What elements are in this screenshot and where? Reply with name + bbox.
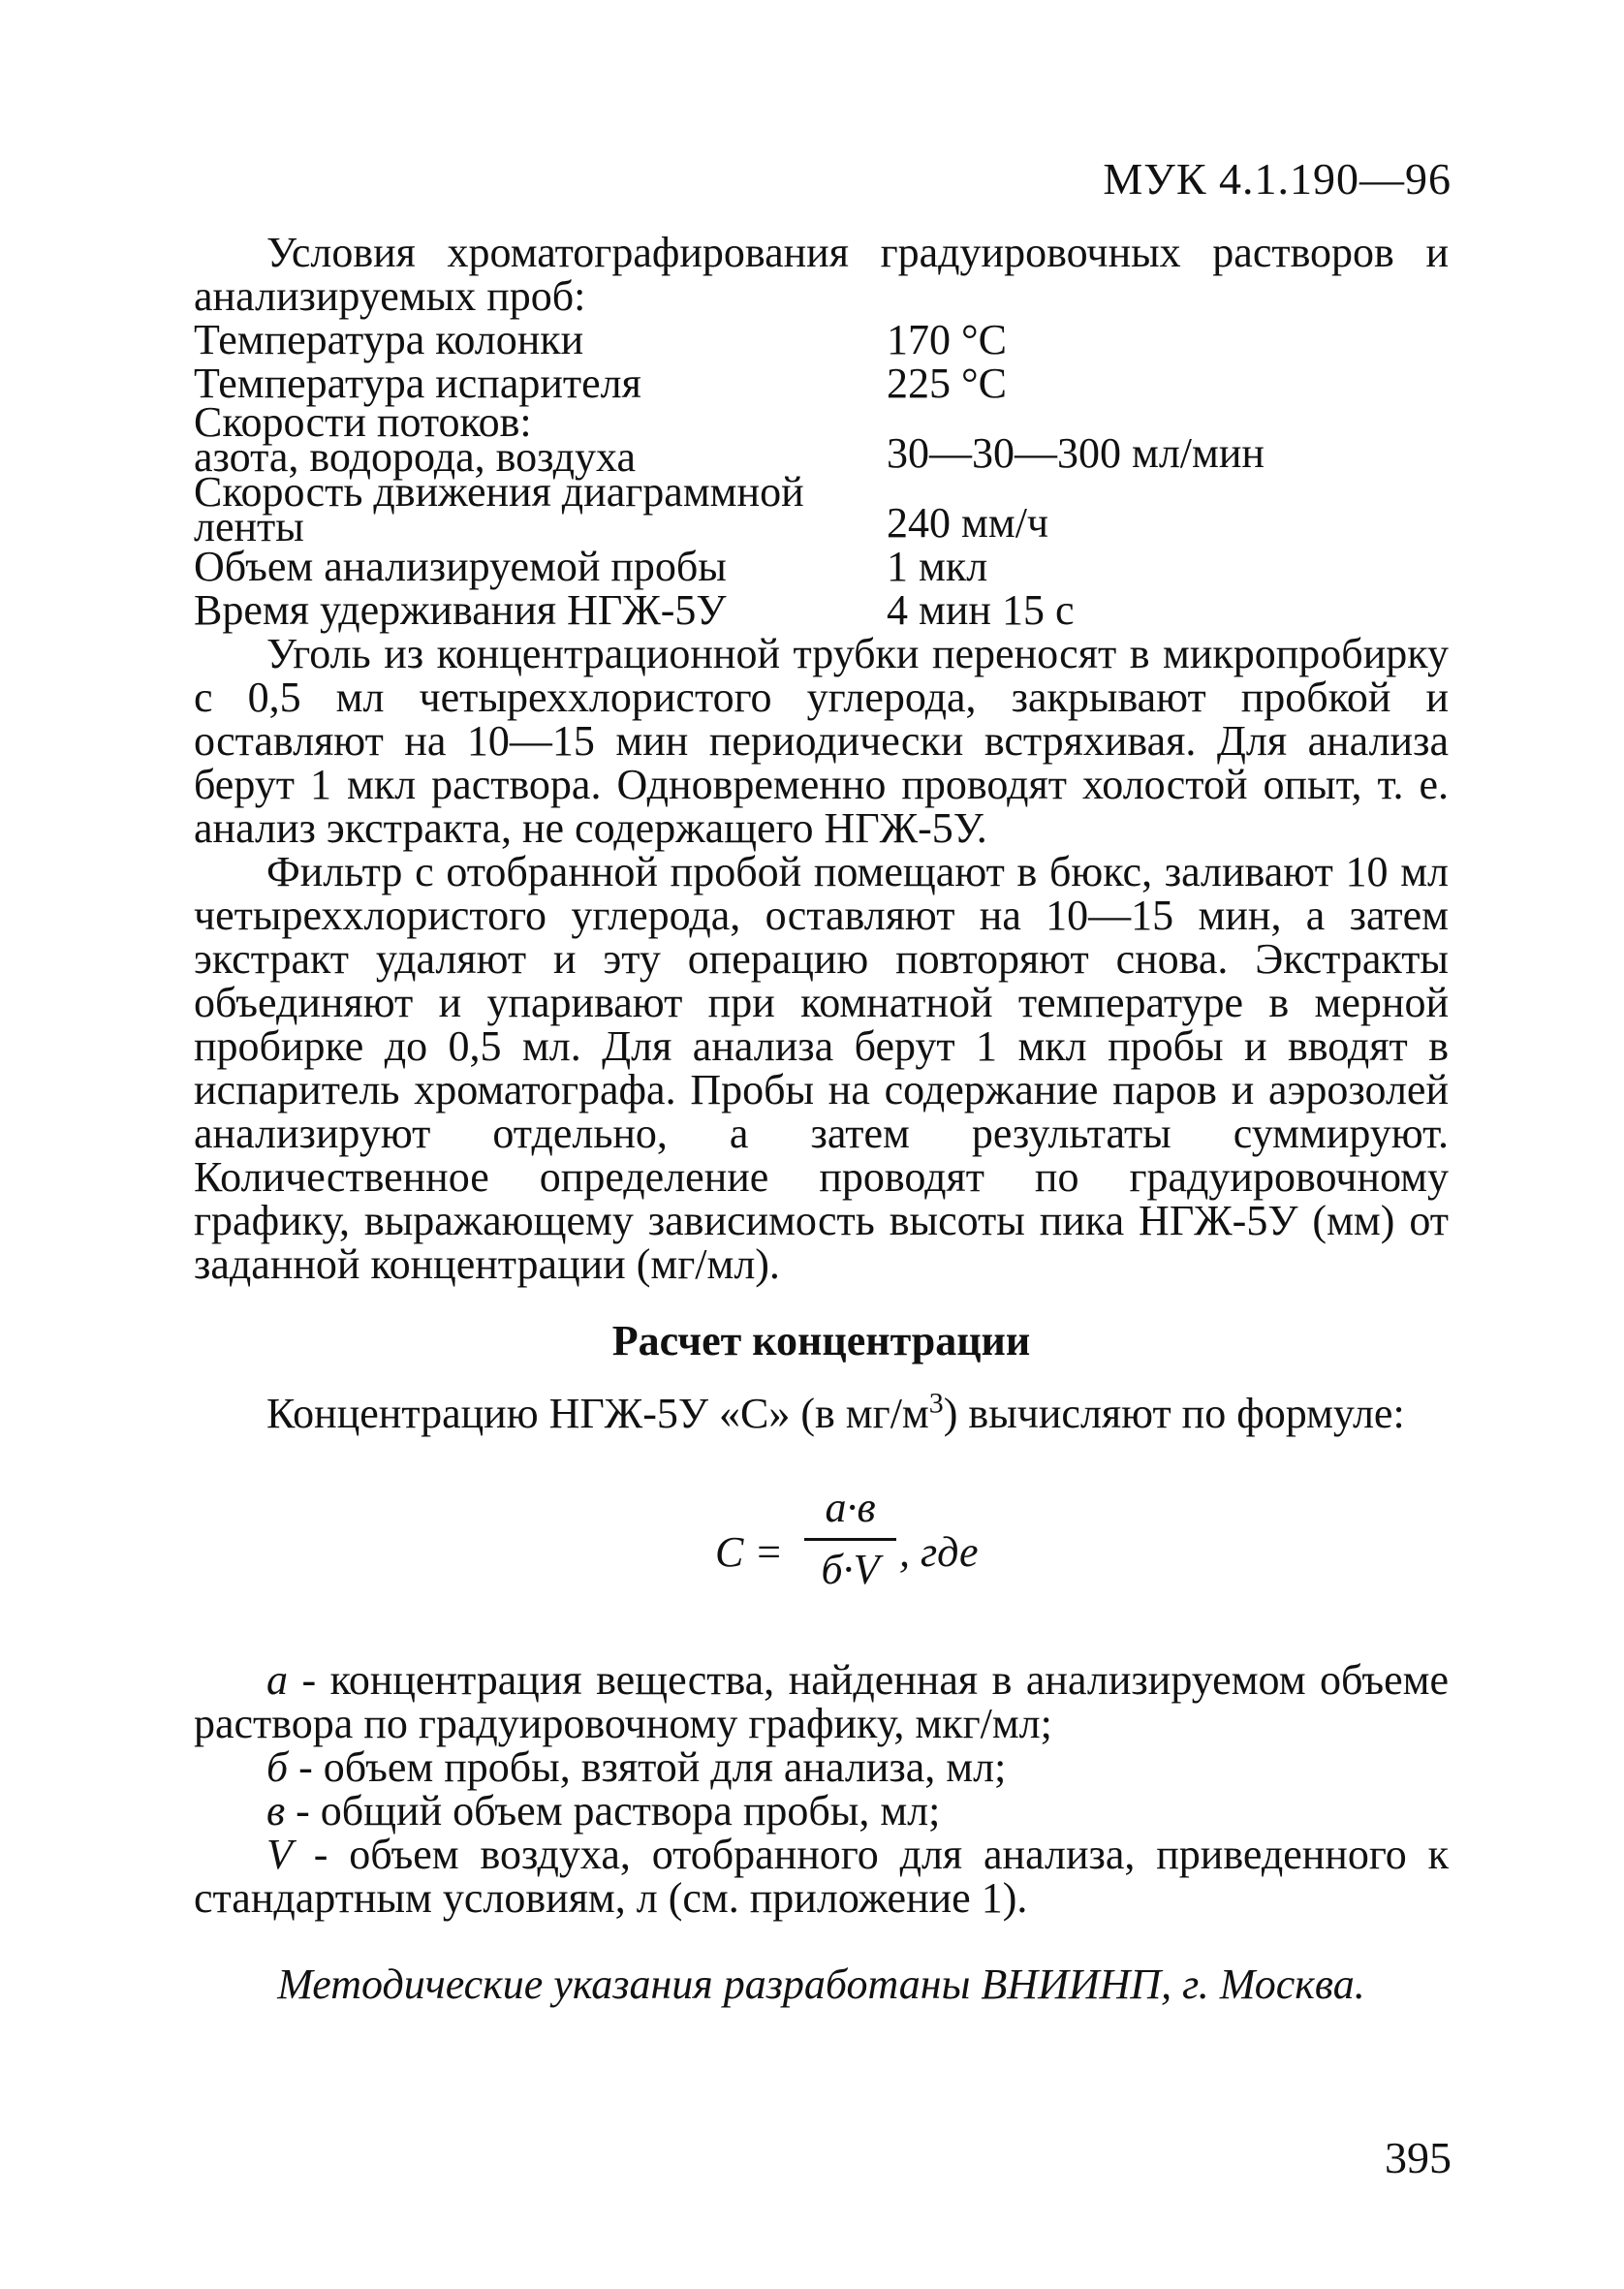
body-paragraph: Уголь из концентрационной трубки переносят в микропробирку с 0,5 мл четыреххлористого углерода, закрывают пробкой и оставляют на 10—15 мин периодически встряхивая. Для анализа берут 1 мкл раствора. Одновременно проводят холостой опыт, т. е. анализ экстракта, не содержащего НГЖ-5У. — [194, 630, 1449, 852]
param-value: 30—30—300 мл/мин — [887, 429, 1265, 477]
definition-text: - концентрация вещества, найденная в анализируемом объеме раствора по градуировочному графику, мкг/мл; — [194, 1656, 1449, 1747]
intro-paragraph: Условия хроматографирования градуировочных растворов и анализируемых проб: — [194, 229, 1449, 320]
param-name: Температура испарителя — [194, 360, 641, 407]
body-paragraph: Фильтр с отобранной пробой помещают в бюкс, заливают 10 мл четыреххлористого углерода, оставляют на 10—15 мин, а затем экстракт удаляют и эту операцию повторяют снова. Экстракты объединяют и упаривают при комнатной температуре в мерной пробирке до 0,5 мл. Для анализа берут 1 мкл пробы и вводят в испаритель хроматографа. Пробы на содержание паров и аэрозолей анализируют отдельно, а затем результаты суммируют. Количественное определение проводят по градуировочному графику, выражающему зависимость высоты пика НГЖ-5У (мм) от заданной концентрации (мг/мл). — [194, 848, 1449, 1288]
calc-intro-text: Концентрацию НГЖ-5У «С» (в мг/м — [266, 1390, 929, 1437]
param-name-line: ленты — [194, 503, 304, 550]
definition-item — [194, 1789, 1449, 1833]
definition-item — [194, 1745, 1449, 1789]
param-value: 4 мин 15 с — [887, 586, 1075, 634]
calc-intro — [194, 1387, 1449, 1437]
definition-symbol: б — [266, 1743, 289, 1791]
param-value: 240 мм/ч — [887, 499, 1049, 547]
page-number: 395 — [1385, 2133, 1452, 2182]
definition-text: - объем пробы, взятой для анализа, мл; — [288, 1743, 1007, 1791]
definition-item — [194, 1833, 1449, 1920]
param-value: 225 °С — [887, 360, 1007, 407]
param-row — [194, 588, 1449, 632]
fraction-bar — [804, 1538, 896, 1541]
formula-denominator: б·V — [821, 1546, 880, 1593]
formula-suffix: , где — [899, 1528, 979, 1576]
param-row — [194, 545, 1449, 588]
param-name-line: Скорость движения диаграммной — [194, 468, 804, 516]
calc-intro-superscript: 3 — [928, 1387, 944, 1420]
definition-item — [194, 1658, 1449, 1745]
param-name: Время удерживания НГЖ-5У — [194, 586, 727, 634]
param-row — [194, 468, 1449, 550]
definition-symbol: в — [266, 1787, 286, 1834]
param-row — [194, 398, 1449, 481]
definition-text: - объем воздуха, отобранного для анализа, приведенного к стандартным условиям, л (см. приложение 1). — [194, 1831, 1449, 1922]
page-content — [194, 231, 1449, 2049]
param-name: Температура колонки — [194, 316, 584, 363]
footer-note: Методические указания разработаны ВНИИНП, г. Москва. — [277, 1960, 1365, 2008]
formula-lhs: С = — [715, 1528, 784, 1576]
definition-symbol: а — [266, 1656, 288, 1704]
param-value: 1 мкл — [887, 543, 988, 590]
formula-numerator: а·в — [825, 1484, 876, 1531]
param-name-line: Скорости потоков: — [194, 398, 532, 446]
param-row — [194, 318, 1449, 361]
concentration-formula — [194, 1474, 1449, 1619]
param-name — [194, 398, 887, 481]
definition-symbol: V — [266, 1831, 293, 1878]
param-value: 170 °С — [887, 316, 1007, 363]
param-name: Объем анализируемой пробы — [194, 543, 727, 590]
definition-text: - общий объем раствора пробы, мл; — [285, 1787, 941, 1834]
section-heading: Расчет концентрации — [611, 1317, 1031, 1364]
document-code: МУК 4.1.190—96 — [1103, 154, 1452, 204]
param-name — [194, 468, 887, 550]
param-name-line: азота, водорода, воздуха — [194, 433, 637, 481]
parameters-table — [194, 318, 1449, 632]
calc-intro-text-end: ) вычисляют по формуле: — [943, 1390, 1405, 1437]
